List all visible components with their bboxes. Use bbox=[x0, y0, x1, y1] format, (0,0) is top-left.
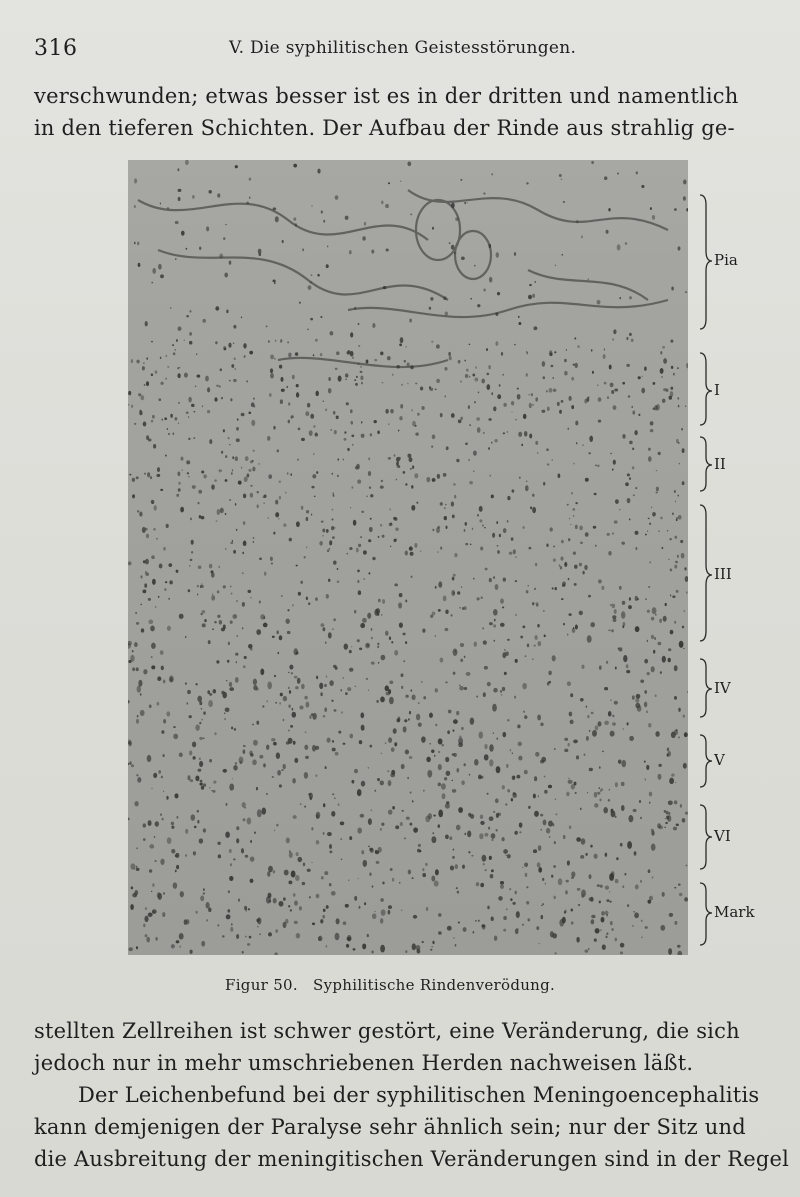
layer-label-iv: IV bbox=[714, 679, 731, 697]
layer-label-iii: III bbox=[714, 565, 732, 583]
text-line: stellten Zellreihen ist schwer gestört, eine Veränderung, die sich bbox=[34, 1019, 740, 1043]
text-line: kann demjenigen der Paralyse sehr ähnlich sein; nur der Sitz und bbox=[34, 1115, 746, 1139]
text-line: in den tieferen Schichten. Der Aufbau der Rinde aus strahlig ge- bbox=[34, 116, 735, 140]
layer-label-vi: VI bbox=[714, 827, 731, 845]
layer-label-i: I bbox=[714, 381, 720, 399]
page-number: 316 bbox=[34, 36, 78, 61]
layer-label-v: V bbox=[714, 751, 725, 769]
page-header bbox=[34, 36, 594, 66]
figure-number: Figur 50. bbox=[225, 976, 298, 994]
text-line: jedoch nur in mehr umschriebenen Herden nachweisen läßt. bbox=[34, 1051, 694, 1075]
figure-title: Syphilitische Rindenverödung. bbox=[313, 976, 556, 994]
text-line: die Ausbreitung der meningitischen Veränderungen sind in der Regel bbox=[34, 1147, 790, 1171]
micrograph-figure bbox=[128, 160, 688, 955]
paragraph-top bbox=[34, 80, 764, 144]
text-line: Der Leichenbefund bei der syphilitischen Meningoencephalitis bbox=[78, 1083, 760, 1107]
cortex-micrograph-image bbox=[128, 160, 688, 955]
layer-label-ii: II bbox=[714, 455, 726, 473]
figure-caption bbox=[225, 976, 555, 994]
layer-label-pia: Pia bbox=[714, 251, 738, 269]
layer-label-mark: Mark bbox=[714, 903, 755, 921]
cortex-layer-legend bbox=[696, 185, 796, 955]
running-title: V. Die syphilitischen Geistesstörungen. bbox=[229, 38, 577, 58]
paragraph-bottom bbox=[34, 1015, 790, 1175]
text-line: verschwunden; etwas besser ist es in der dritten und namentlich bbox=[34, 84, 739, 108]
